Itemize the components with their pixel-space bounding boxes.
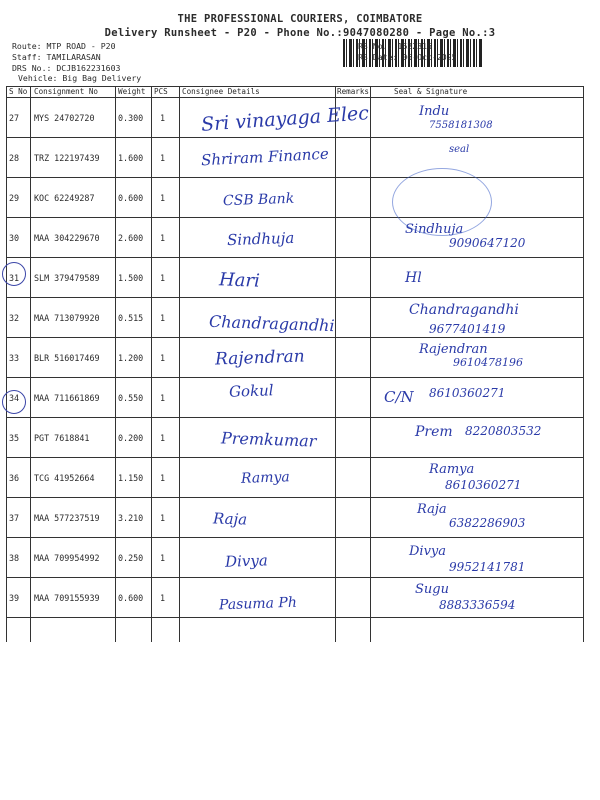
row-consignee-handwriting: Divya xyxy=(224,551,269,571)
row-weight: 0.250 xyxy=(118,553,144,563)
row-consignee-handwriting: Raja xyxy=(212,509,248,529)
row-consignment-no: MAA 304229670 xyxy=(34,233,100,243)
row-weight: 0.515 xyxy=(118,313,144,323)
row-consignee-handwriting: Hari xyxy=(218,269,261,292)
row-pcs: 1 xyxy=(160,353,166,363)
table-row xyxy=(6,258,584,298)
row-consignment-no: MAA 713079920 xyxy=(34,313,100,323)
row-phone-handwriting: 8610360271 xyxy=(429,386,506,400)
row-pcs: 1 xyxy=(160,593,166,603)
row-sno: 27 xyxy=(9,113,20,123)
company-title: THE PROFESSIONAL COURIERS, COIMBATORE xyxy=(177,13,423,25)
staff-label: Staff: TAMILARASAN xyxy=(12,52,101,62)
row-pcs: 1 xyxy=(160,113,166,123)
table-row xyxy=(6,218,584,258)
row-weight: 0.200 xyxy=(118,433,144,443)
row-pcs: 1 xyxy=(160,433,166,443)
row-consignment-no: BLR 516017469 xyxy=(34,353,100,363)
row-signature-handwriting: Ramya xyxy=(429,462,475,477)
row-phone-handwriting: 8883336594 xyxy=(439,598,516,612)
table-row xyxy=(6,338,584,378)
row-signature-handwriting: Indu xyxy=(419,104,450,119)
row-phone-handwriting: 9952141781 xyxy=(449,560,526,574)
row-sno: 37 xyxy=(9,513,20,523)
row-sno: 31 xyxy=(9,273,20,283)
col-header-pcs: PCS xyxy=(154,87,168,96)
row-consignment-no: KOC 62249287 xyxy=(34,193,95,203)
col-header-remarks: Remarks xyxy=(337,87,370,96)
row-signature-handwriting: C/N xyxy=(384,388,414,406)
row-consignee-handwriting: Sri vinayaga Elec xyxy=(200,102,370,136)
row-signature-handwriting: Prem xyxy=(415,424,453,440)
row-weight: 0.550 xyxy=(118,393,144,403)
table-row xyxy=(6,498,584,538)
table-row xyxy=(6,378,584,418)
col-header-consignee: Consignee Details xyxy=(182,87,260,96)
row-consignee-handwriting: Chandragandhi xyxy=(208,311,335,336)
row-weight: 1.500 xyxy=(118,273,144,283)
row-consignee-handwriting: Ramya xyxy=(240,469,291,487)
row-31-circle-mark xyxy=(2,262,26,286)
row-signature-handwriting: Raja xyxy=(417,502,447,517)
row-sno: 39 xyxy=(9,593,20,603)
row-phone-handwriting: 8610360271 xyxy=(445,478,522,492)
row-signature-handwriting: seal xyxy=(449,144,470,155)
col-header-seal: Seal & Signature xyxy=(394,87,468,96)
row-pcs: 1 xyxy=(160,193,166,203)
row-consignment-no: MYS 24702720 xyxy=(34,113,95,123)
row-signature-handwriting: Chandragandhi xyxy=(409,302,519,318)
row-sno: 33 xyxy=(9,353,20,363)
row-sno: 30 xyxy=(9,233,20,243)
row-sno: 34 xyxy=(9,393,20,403)
row-consignee-handwriting: Pasuma Ph xyxy=(218,594,298,614)
row-pcs: 1 xyxy=(160,273,166,283)
row-34-circle-mark xyxy=(2,390,26,414)
row-consignee-handwriting: CSB Bank xyxy=(222,190,295,210)
row-pcs: 1 xyxy=(160,233,166,243)
row-consignment-no: MAA 577237519 xyxy=(34,513,100,523)
row-consignee-handwriting: Sindhuja xyxy=(226,228,295,250)
row-sno: 28 xyxy=(9,153,20,163)
row-phone-handwriting: 7558181308 xyxy=(429,120,493,131)
drs-label: DRS No.: DCJB162231603 xyxy=(12,63,121,73)
row-sno: 35 xyxy=(9,433,20,443)
row-weight: 3.210 xyxy=(118,513,144,523)
row-weight: 0.600 xyxy=(118,593,144,603)
row-pcs: 1 xyxy=(160,153,166,163)
row-weight: 0.300 xyxy=(118,113,144,123)
row-sno: 32 xyxy=(9,313,20,323)
runsheet-header xyxy=(0,12,600,40)
row-signature-handwriting: Divya xyxy=(409,544,447,559)
row-pcs: 1 xyxy=(160,513,166,523)
table-row xyxy=(6,98,584,138)
rs-number: RS No.: 1622316 xyxy=(358,41,432,51)
row-consignment-no: MAA 709954992 xyxy=(34,553,100,563)
row-sno: 29 xyxy=(9,193,20,203)
runsheet-table xyxy=(6,86,584,642)
row-weight: 1.200 xyxy=(118,353,144,363)
row-consignment-no: MAA 709155939 xyxy=(34,593,100,603)
row-phone-handwriting: 9090647120 xyxy=(449,236,526,250)
col-header-weight: Weight xyxy=(118,87,146,96)
row-consignee-handwriting: Premkumar xyxy=(220,428,317,451)
row-weight: 0.600 xyxy=(118,193,144,203)
row-consignee-handwriting: Gokul xyxy=(228,381,274,401)
runsheet-title: Delivery Runsheet - P20 - Phone No.:9047080280 - Page No.:3 xyxy=(104,27,496,39)
row-consignment-no: TRZ 122197439 xyxy=(34,153,100,163)
row-consignment-no: PGT 7618841 xyxy=(34,433,90,443)
rs-date: RS Date: 06-Oct-2025 xyxy=(358,52,457,62)
row-pcs: 1 xyxy=(160,553,166,563)
row-weight: 1.150 xyxy=(118,473,144,483)
table-row xyxy=(6,138,584,178)
table-row xyxy=(6,418,584,458)
row-signature-handwriting: Sugu xyxy=(415,582,449,597)
row-consignment-no: SLM 379479589 xyxy=(34,273,100,283)
row-consignee-handwriting: Rajendran xyxy=(214,346,306,370)
row-phone-handwriting: 9677401419 xyxy=(429,322,506,336)
row-signature-handwriting: Sindhuja xyxy=(405,222,464,237)
row-signature-handwriting: Hl xyxy=(405,270,422,286)
row-phone-handwriting: 6382286903 xyxy=(449,516,526,530)
col-header-consignment: Consignment No xyxy=(34,87,99,96)
row-pcs: 1 xyxy=(160,313,166,323)
table-row xyxy=(6,538,584,578)
row-consignment-no: TCG 41952664 xyxy=(34,473,95,483)
row-pcs: 1 xyxy=(160,473,166,483)
vehicle-label: Vehicle: Big Bag Delivery xyxy=(18,73,142,83)
route-label: Route: MTP ROAD - P20 xyxy=(12,41,116,51)
row-consignment-no: MAA 711661869 xyxy=(34,393,100,403)
row-phone-handwriting: 9610478196 xyxy=(453,356,523,369)
delivery-stamp xyxy=(392,168,492,236)
table-row xyxy=(6,298,584,338)
row-consignee-handwriting: Shriram Finance xyxy=(200,144,330,170)
table-row xyxy=(6,458,584,498)
table-row xyxy=(6,178,584,218)
row-phone-handwriting: 8220803532 xyxy=(465,424,542,438)
row-sno: 36 xyxy=(9,473,20,483)
table-row xyxy=(6,578,584,618)
row-weight: 1.600 xyxy=(118,153,144,163)
row-signature-handwriting: Rajendran xyxy=(419,342,488,357)
row-weight: 2.600 xyxy=(118,233,144,243)
row-pcs: 1 xyxy=(160,393,166,403)
row-sno: 38 xyxy=(9,553,20,563)
col-header-sno: S No xyxy=(9,87,28,96)
